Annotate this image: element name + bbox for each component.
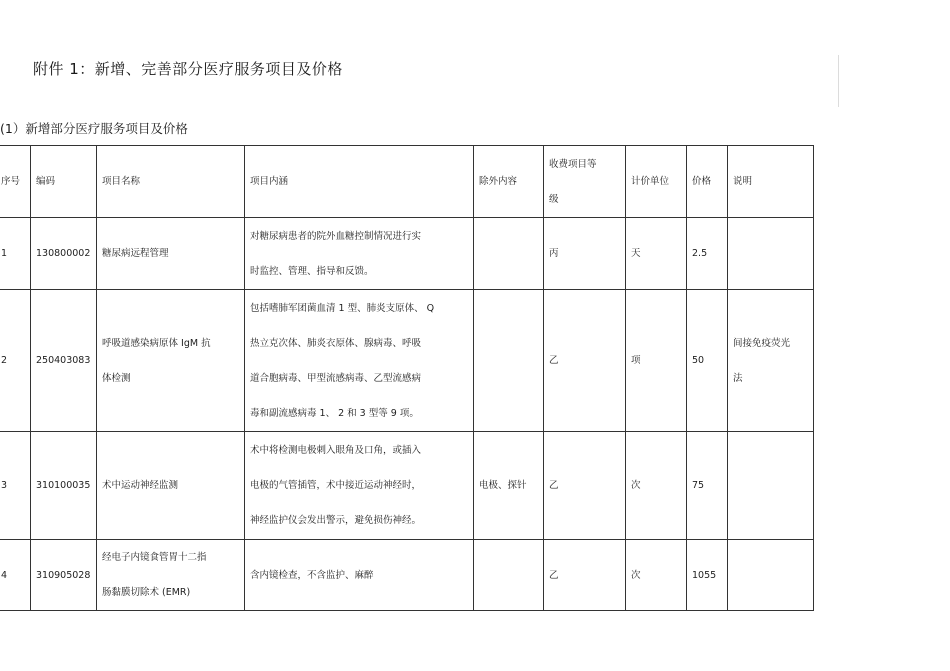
row-exclude: 电极、探针: [474, 432, 544, 540]
row-unit: 次: [626, 540, 687, 611]
table-row: [0, 290, 814, 432]
header-price: 价格: [687, 146, 728, 218]
row-code: 130800002: [31, 218, 97, 290]
table-header-row: [0, 146, 814, 218]
row-name: 经电子内镜食管胃十二指 肠黏膜切除术 (EMR): [97, 540, 245, 611]
table-row: [0, 218, 814, 290]
row-code: 310100035: [31, 432, 97, 540]
row-name: 术中运动神经监测: [97, 432, 245, 540]
row-unit: 天: [626, 218, 687, 290]
header-code: 编码: [31, 146, 97, 218]
header-name: 项目名称: [97, 146, 245, 218]
table-row: [0, 432, 814, 540]
row-level: 乙: [544, 540, 626, 611]
row-content: 含内镜检查，不含监护、麻醉: [245, 540, 474, 611]
row-level: 丙: [544, 218, 626, 290]
row-unit: 项: [626, 290, 687, 432]
row-level: 乙: [544, 432, 626, 540]
row-name: 糖尿病远程管理: [97, 218, 245, 290]
row-price: 2.5: [687, 218, 728, 290]
row-content: 包括嗜肺军团菌血清 1 型、肺炎支原体、 Q 热立克次体、肺炎衣原体、腺病毒、呼吸 道合胞病毒、甲型流感病毒、乙型流感病 毒和副流感病毒 1、 2 和 3 型等 9 项。: [245, 290, 474, 432]
row-note: 间接免疫荧光 法: [728, 290, 814, 432]
row-unit: 次: [626, 432, 687, 540]
row-no: 1: [0, 218, 31, 290]
row-exclude: [474, 540, 544, 611]
row-content: 术中将检测电极刺入眼角及口角，或插入 电极的气管插管，术中接近运动神经时， 神经监护仪会发出警示，避免损伤神经。: [245, 432, 474, 540]
row-price: 50: [687, 290, 728, 432]
row-price: 75: [687, 432, 728, 540]
row-code: 310905028: [31, 540, 97, 611]
row-code: 250403083: [31, 290, 97, 432]
row-price: 1055: [687, 540, 728, 611]
fee-table: [0, 145, 814, 611]
row-no: 2: [0, 290, 31, 432]
header-exclude: 除外内容: [474, 146, 544, 218]
row-note: [728, 432, 814, 540]
row-content: 对糖尿病患者的院外血糖控制情况进行实 时监控、管理、指导和反馈。: [245, 218, 474, 290]
row-name: 呼吸道感染病原体 IgM 抗 体检测: [97, 290, 245, 432]
header-unit: 计价单位: [626, 146, 687, 218]
table-row: [0, 540, 814, 611]
section-subtitle: (1）新增部分医疗服务项目及价格: [0, 121, 188, 136]
row-note: [728, 218, 814, 290]
row-exclude: [474, 218, 544, 290]
header-content: 项目内涵: [245, 146, 474, 218]
header-level: 收费项目等 级: [544, 146, 626, 218]
page-edge-rule: [838, 55, 839, 107]
document-title: 附件 1：新增、完善部分医疗服务项目及价格: [33, 60, 343, 78]
row-exclude: [474, 290, 544, 432]
row-no: 3: [0, 432, 31, 540]
row-note: [728, 540, 814, 611]
header-note: 说明: [728, 146, 814, 218]
row-level: 乙: [544, 290, 626, 432]
row-no: 4: [0, 540, 31, 611]
header-no: 序号: [0, 146, 31, 218]
